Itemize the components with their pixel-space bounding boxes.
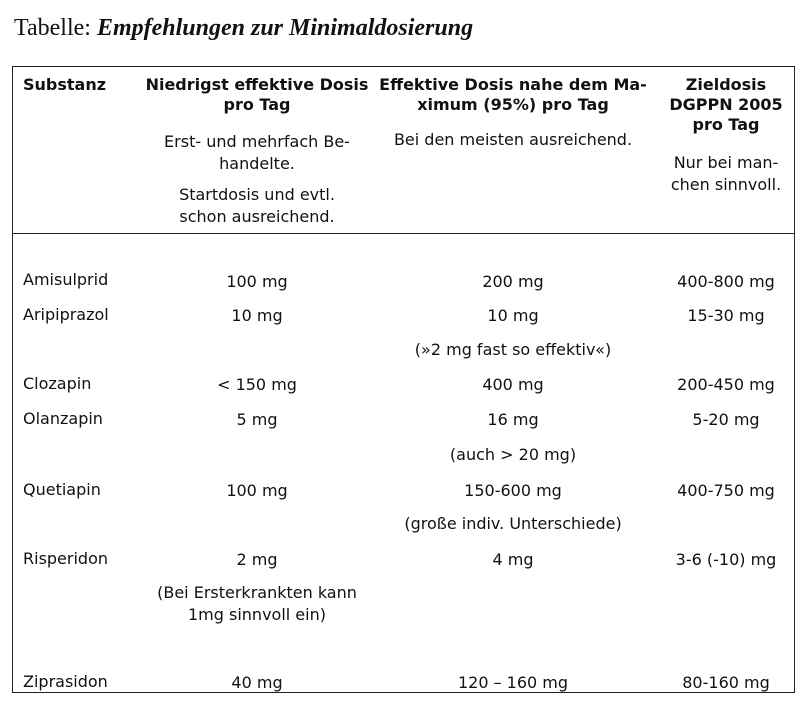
page-title	[14, 14, 473, 42]
row-target-dose: 3-6 (-10) mg	[675, 550, 777, 569]
header-eff-dose-line2: ximum (95%) pro Tag	[417, 95, 609, 114]
header-min-dose-desc2-line2: schon ausreichend.	[179, 207, 335, 226]
row-substance: Quetiapin	[23, 480, 101, 499]
row-substance: Ziprasidon	[23, 672, 108, 691]
title-emphasis: Empfehlungen zur Minimaldosierung	[96, 15, 474, 41]
row-min-dose: 2 mg	[236, 550, 278, 569]
row-min-note-line1: (Bei Ersterkrankten kann	[157, 583, 357, 602]
row-target-dose: 80-160 mg	[682, 673, 770, 692]
header-target-dose-line3: pro Tag	[692, 115, 760, 134]
row-min-dose: < 150 mg	[217, 375, 297, 394]
row-substance: Olanzapin	[23, 409, 103, 428]
header-target-dose-desc-line1: Nur bei man-	[673, 153, 779, 172]
row-eff-dose: 10 mg	[487, 306, 539, 325]
row-substance: Amisulprid	[23, 270, 109, 289]
row-eff-dose: 16 mg	[487, 410, 539, 429]
dosage-table	[12, 66, 795, 693]
header-min-dose	[146, 75, 369, 115]
row-target-dose: 400-800 mg	[677, 272, 775, 291]
header-min-dose-desc2-line1: Startdosis und evtl.	[179, 185, 335, 204]
row-target-dose: 15-30 mg	[687, 306, 765, 325]
header-min-dose-line1: Niedrigst effektive Dosis	[145, 75, 369, 94]
header-min-dose-line2: pro Tag	[223, 95, 291, 114]
row-min-dose: 100 mg	[226, 481, 288, 500]
row-eff-note: (»2 mg fast so effektiv«)	[414, 340, 612, 359]
row-substance: Clozapin	[23, 374, 92, 393]
header-divider	[13, 233, 794, 234]
row-eff-dose: 120 – 160 mg	[457, 673, 569, 692]
row-min-dose: 40 mg	[231, 673, 283, 692]
row-eff-dose: 200 mg	[482, 272, 544, 291]
header-target-dose-line2: DGPPN 2005	[669, 95, 783, 114]
header-target-dose-desc	[671, 152, 781, 196]
row-min-dose: 10 mg	[231, 306, 283, 325]
row-eff-note: (große indiv. Unterschiede)	[404, 514, 622, 533]
row-eff-dose: 150-600 mg	[464, 481, 562, 500]
header-target-dose-desc-line2: chen sinnvoll.	[670, 175, 782, 194]
header-min-dose-desc1	[164, 131, 350, 175]
header-substance: Substanz	[23, 75, 107, 94]
header-target-dose-line1: Zieldosis	[685, 75, 767, 94]
row-target-dose: 400-750 mg	[677, 481, 775, 500]
row-min-dose: 5 mg	[236, 410, 278, 429]
header-eff-dose-desc: Bei den meisten ausreichend.	[393, 130, 633, 149]
header-min-dose-desc1-line1: Erst- und mehrfach Be-	[164, 132, 350, 151]
header-eff-dose-line1: Effektive Dosis nahe dem Ma-	[379, 75, 647, 94]
row-substance: Aripiprazol	[23, 305, 109, 324]
row-substance: Risperidon	[23, 549, 109, 568]
header-eff-dose	[379, 75, 647, 115]
row-target-dose: 200-450 mg	[677, 375, 775, 394]
header-min-dose-desc2	[179, 184, 335, 228]
row-min-note-line2: 1mg sinnvoll ein)	[188, 605, 326, 624]
row-min-note	[157, 582, 357, 626]
row-eff-note: (auch > 20 mg)	[449, 445, 577, 464]
row-eff-dose: 4 mg	[492, 550, 534, 569]
row-eff-dose: 400 mg	[482, 375, 544, 394]
row-target-dose: 5-20 mg	[692, 410, 760, 429]
title-prefix: Tabelle:	[14, 15, 97, 41]
row-min-dose: 100 mg	[226, 272, 288, 291]
header-target-dose	[669, 75, 782, 135]
header-min-dose-desc1-line2: handelte.	[219, 154, 295, 173]
